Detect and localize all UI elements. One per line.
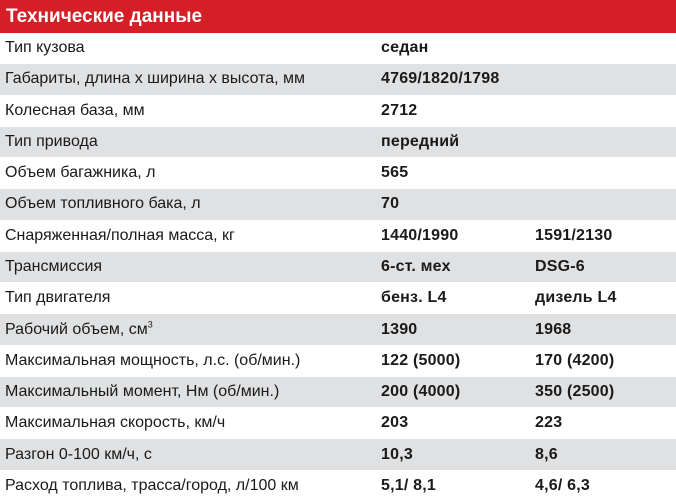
- row-label: Тип кузова: [5, 39, 85, 57]
- row-label: Тип двигателя: [5, 289, 111, 307]
- row-value-1: 203: [381, 414, 409, 432]
- table-row: [0, 189, 676, 220]
- table-row: [0, 127, 676, 158]
- row-value-2: 350 (2500): [535, 383, 615, 401]
- row-value-2: 223: [535, 414, 563, 432]
- row-value-1: бенз. L4: [381, 289, 447, 307]
- row-label: Максимальная скорость, км/ч: [5, 414, 226, 432]
- row-value-2: 170 (4200): [535, 351, 615, 369]
- row-label: Тип привода: [5, 132, 98, 150]
- row-value-1: 10,3: [381, 445, 413, 463]
- row-value-1: 565: [381, 164, 409, 182]
- unit-superscript: 3: [147, 320, 153, 330]
- table-row: [0, 221, 676, 252]
- row-value-2: дизель L4: [535, 289, 617, 307]
- table-row: [0, 408, 676, 439]
- table-row: [0, 252, 676, 283]
- table-row: [0, 33, 676, 64]
- row-value-1: передний: [381, 132, 460, 150]
- row-value-1: 6-ст. мех: [381, 257, 451, 275]
- row-value-1: 1440/1990: [381, 226, 459, 244]
- row-value-2: 4,6/ 6,3: [535, 476, 590, 494]
- row-value-1: 2712: [381, 101, 418, 119]
- row-label: Снаряженная/полная масса, кг: [5, 226, 235, 244]
- table-row: [0, 158, 676, 189]
- table-row: [0, 439, 676, 470]
- row-label-text: Рабочий объем, см: [5, 320, 148, 338]
- row-label: Колесная база, мм: [5, 101, 145, 119]
- row-label: Максимальный момент, Нм (об/мин.): [5, 383, 280, 401]
- row-value-2: 1968: [535, 320, 572, 338]
- table-row: [0, 283, 676, 314]
- row-value-1: седан: [381, 39, 429, 57]
- table-row: [0, 471, 676, 501]
- row-value-1: 4769/1820/1798: [381, 70, 500, 88]
- row-value-2: 8,6: [535, 445, 558, 463]
- row-value-1: 200 (4000): [381, 383, 461, 401]
- table-row: [0, 377, 676, 408]
- table-row: [0, 346, 676, 377]
- table-row: [0, 314, 676, 345]
- row-value-1: 5,1/ 8,1: [381, 476, 436, 494]
- row-label: Объем багажника, л: [5, 164, 156, 182]
- row-label: Максимальная мощность, л.с. (об/мин.): [5, 351, 301, 369]
- row-label: Объем топливного бака, л: [5, 195, 201, 213]
- row-label: Расход топлива, трасса/город, л/100 км: [5, 476, 299, 494]
- row-value-2: 1591/2130: [535, 226, 613, 244]
- table-title: Технические данные: [0, 0, 676, 33]
- spec-rows: [0, 33, 676, 501]
- row-value-1: 70: [381, 195, 400, 213]
- row-label: Разгон 0-100 км/ч, с: [5, 445, 152, 463]
- table-row: [0, 64, 676, 95]
- row-label: Трансмиссия: [5, 257, 103, 275]
- row-label: Габариты, длина х ширина х высота, мм: [5, 70, 306, 88]
- row-value-1: 122 (5000): [381, 351, 461, 369]
- row-value-1: 1390: [381, 320, 418, 338]
- table-row: [0, 96, 676, 127]
- row-value-2: DSG-6: [535, 257, 585, 275]
- row-label: [0, 321, 376, 339]
